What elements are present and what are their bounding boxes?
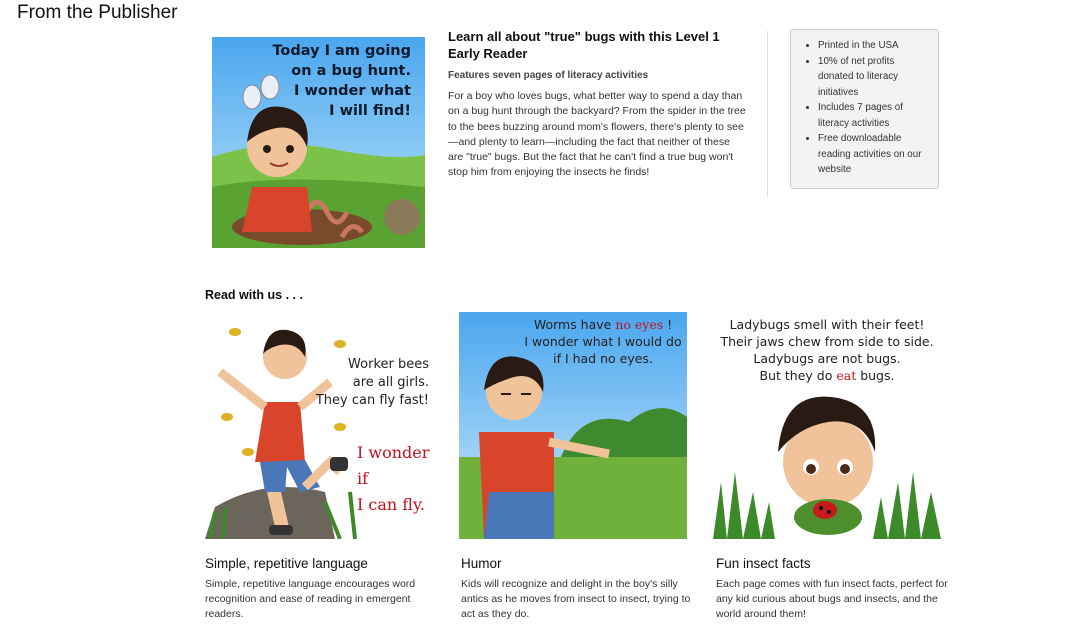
feature-item: • Free downloadable reading activities on our website bbox=[818, 131, 932, 178]
card-2-title: Humor bbox=[461, 556, 502, 571]
intro-subheading: Features seven pages of literacy activities bbox=[448, 70, 649, 81]
read-with-heading: Read with us . . . bbox=[205, 288, 303, 302]
cover-title-text: Today I am going on a bug hunt. I wonder what I will find! bbox=[272, 43, 411, 119]
feature-item: • Includes 7 pages of literacy activities bbox=[818, 100, 932, 131]
card-image-worms bbox=[459, 312, 687, 539]
card-3-description: Each page comes with fun insect facts, perfect for any kid curious about bugs and insects, and the world around them! bbox=[716, 578, 948, 620]
card-image-ladybug bbox=[713, 312, 941, 539]
card-2-overlay-text: Worms have no eyes ! I wonder what I would do if I had no eyes. bbox=[524, 317, 682, 366]
card-3-title: Fun insect facts bbox=[716, 556, 811, 571]
card-2-description: Kids will recognize and delight in the boy's silly antics as he moves from insect to insect, trying to act as they do. bbox=[461, 578, 691, 620]
book-cover-image bbox=[212, 37, 425, 248]
card-3-overlay-text: Ladybugs smell with their feet! Their jaws chew from side to side. Ladybugs are not bugs. But they do eat bugs. bbox=[720, 317, 934, 383]
card-1-description: Simple, repetitive language encourages word recognition and ease of reading in emergent readers. bbox=[205, 578, 416, 620]
intro-paragraph: For a boy who loves bugs, what better way to spend a day than on a bug hunt through the backyard? From the spider in the tree to the bees buzzing around mom's flowers, there's plenty to see—and plenty to learn—including the fact that neither of these are "true" bugs. But the fact that he can't find a true bug won't stop him from enjoying the insects he finds! bbox=[448, 90, 746, 179]
publisher-section-title: From the Publisher bbox=[17, 2, 178, 23]
card-1-overlay-text: Worker bees are all girls. They can fly fast! bbox=[315, 357, 429, 408]
card-1-overlay-red-text: I wonder if I can fly. bbox=[357, 443, 430, 514]
intro-section bbox=[448, 28, 748, 181]
card-1-title: Simple, repetitive language bbox=[205, 556, 368, 571]
feature-item: • 10% of net profits donated to literacy initiatives bbox=[818, 54, 932, 101]
vertical-divider bbox=[767, 31, 768, 197]
intro-heading: Learn all about "true" bugs with this Level 1 Early Reader bbox=[448, 29, 720, 61]
features-box bbox=[790, 29, 939, 189]
feature-item: • Printed in the USA bbox=[818, 38, 932, 54]
card-image-bees bbox=[205, 312, 433, 539]
